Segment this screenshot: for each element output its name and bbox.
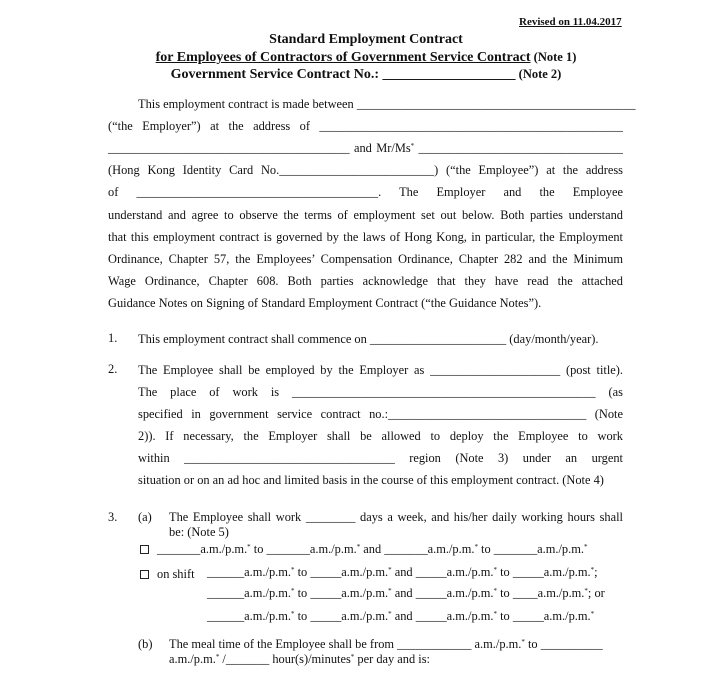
asterisk: * — [356, 543, 361, 551]
intro-line-9: Wage Ordinance, Chapter 608. Both parties acknowledge that they have read the attached — [108, 274, 623, 288]
asterisk: * — [388, 610, 392, 618]
clause-3b-line-1 — [169, 637, 603, 652]
clause-2-line-5: within __________________________________ region (Note 3) under an urgent — [138, 451, 623, 465]
shift-checkbox[interactable] — [140, 570, 149, 579]
shift-3-start-1: ______a.m./p.m. — [207, 609, 291, 623]
asterisk: * — [474, 543, 478, 551]
shift-2-tail: ; or — [587, 586, 605, 600]
shift-3-times — [207, 609, 594, 624]
hours-row-fixed — [140, 542, 587, 557]
meal-per-day-text: per day and is: — [354, 652, 430, 666]
asterisk: * — [493, 610, 497, 618]
clause-2-line-3: specified in government service contract no.:________________________________ (Note — [138, 407, 623, 421]
clause-2-line-1: The Employee shall be employed by the Employer as _____________________ (post title). — [138, 363, 623, 377]
clause-2-line-2: The place of work is _________________________________________________ (as — [138, 385, 623, 399]
clause-3a-line-2: be: (Note 5) — [169, 525, 229, 539]
shift-2-end-1: to _____a.m./p.m. — [294, 586, 389, 600]
meal-time-from: The meal time of the Employee shall be from ____________ a.m./p.m. — [169, 637, 522, 651]
fixed-end-2: to _______a.m./p.m. — [477, 542, 584, 556]
note-1-ref: (Note 1) — [530, 50, 577, 64]
asterisk: * — [290, 587, 295, 595]
clause-3b-label: (b) — [138, 637, 153, 651]
shift-1-end-2: to _____a.m./p.m. — [496, 565, 591, 579]
clause-3a-label: (a) — [138, 510, 152, 524]
intro-line-10: Guidance Notes on Signing of Standard Employment Contract (“the Guidance Notes”). — [108, 296, 542, 310]
asterisk: * — [410, 142, 415, 150]
clause-2-line-4: 2)). If necessary, the Employer shall be allowed to deploy the Employee to work — [138, 429, 623, 443]
shift-3-start-2: and _____a.m./p.m. — [391, 609, 494, 623]
contract-title: Standard Employment Contract — [269, 32, 463, 47]
intro-line-7: that this employment contract is governed by the laws of Hong Kong, in particular, the Employment — [108, 230, 623, 244]
contract-subtitle — [0, 50, 720, 66]
intro-line-2: (“the Employer”) at the address of _________________________________________________ — [108, 119, 623, 133]
clause-1-number: 1. — [108, 331, 118, 345]
asterisk: * — [290, 610, 295, 618]
asterisk: * — [350, 653, 355, 661]
fixed-start-2: and _______a.m./p.m. — [360, 542, 475, 556]
asterisk: * — [590, 566, 595, 574]
clause-3a-line-1: The Employee shall work ________ days a week, and his/her daily working hours shall — [169, 510, 623, 524]
shift-3-end-2: to _____a.m./p.m. — [496, 609, 591, 623]
asterisk: * — [493, 587, 497, 595]
asterisk: * — [215, 653, 220, 661]
shift-label: on shift — [157, 567, 195, 581]
asterisk: * — [583, 543, 588, 551]
shift-1-start-2: and _____a.m./p.m. — [391, 565, 494, 579]
clause-3b-line-2 — [169, 652, 430, 667]
shift-2-times — [207, 586, 605, 601]
clause-2-number: 2. — [108, 362, 118, 376]
intro-line-6: understand and agree to observe the terms of employment set out below. Both parties understand — [108, 208, 623, 222]
shift-2-start-2: and _____a.m./p.m. — [391, 586, 494, 600]
asterisk: * — [521, 638, 525, 646]
asterisk: * — [290, 566, 295, 574]
shift-2-end-2: to ____a.m./p.m. — [496, 586, 585, 600]
hours-row-shift-1 — [140, 567, 195, 582]
shift-3-end-1: to _____a.m./p.m. — [294, 609, 389, 623]
intro-line-3-tail: _________________________________ — [414, 141, 623, 155]
asterisk: * — [493, 566, 497, 574]
asterisk: * — [388, 587, 392, 595]
shift-1-times — [207, 565, 598, 580]
revised-date: Revised on 11.04.2017 — [519, 16, 622, 28]
clause-1-text: This employment contract shall commence on ______________________ (day/month/year). — [138, 332, 599, 346]
clause-3-number: 3. — [108, 510, 118, 524]
meal-time-ampm: a.m./p.m. — [169, 652, 216, 666]
intro-line-1: This employment contract is made between _____________________________________________ — [138, 97, 636, 111]
fixed-hours-checkbox[interactable] — [140, 545, 149, 554]
asterisk: * — [584, 587, 588, 595]
asterisk: * — [247, 543, 251, 551]
meal-time-to: to __________ — [524, 637, 603, 651]
intro-line-3-text: _______________________________________ and Mr/Ms — [108, 141, 411, 155]
asterisk: * — [590, 610, 595, 618]
fixed-start-1: _______a.m./p.m. — [157, 542, 248, 556]
meal-duration: /_______ hour(s)/minutes — [219, 652, 351, 666]
fixed-end-1: to _______a.m./p.m. — [250, 542, 357, 556]
shift-1-start-1: ______a.m./p.m. — [207, 565, 291, 579]
subtitle-text: for Employees of Contractors of Government Service Contract — [155, 50, 531, 65]
contract-number-label: Government Service Contract No.: ___________________ — [170, 67, 516, 82]
shift-2-start-1: ______a.m./p.m. — [207, 586, 291, 600]
shift-1-tail: ; — [594, 565, 598, 579]
intro-line-5: of _______________________________________. The Employer and the Employee — [108, 185, 623, 199]
contract-number-line — [0, 67, 720, 83]
intro-line-4: (Hong Kong Identity Card No._________________________) (“the Employee”) at the address — [108, 163, 623, 177]
shift-1-end-1: to _____a.m./p.m. — [294, 565, 389, 579]
asterisk: * — [388, 566, 392, 574]
intro-line-8: Ordinance, Chapter 57, the Employees’ Compensation Ordinance, Chapter 282 and the Minimum — [108, 252, 623, 266]
clause-2-line-6: situation or on an ad hoc and limited basis in the course of this employment contract. (Note 4) — [138, 473, 604, 487]
intro-line-3 — [108, 137, 623, 159]
note-2-ref: (Note 2) — [515, 67, 562, 81]
